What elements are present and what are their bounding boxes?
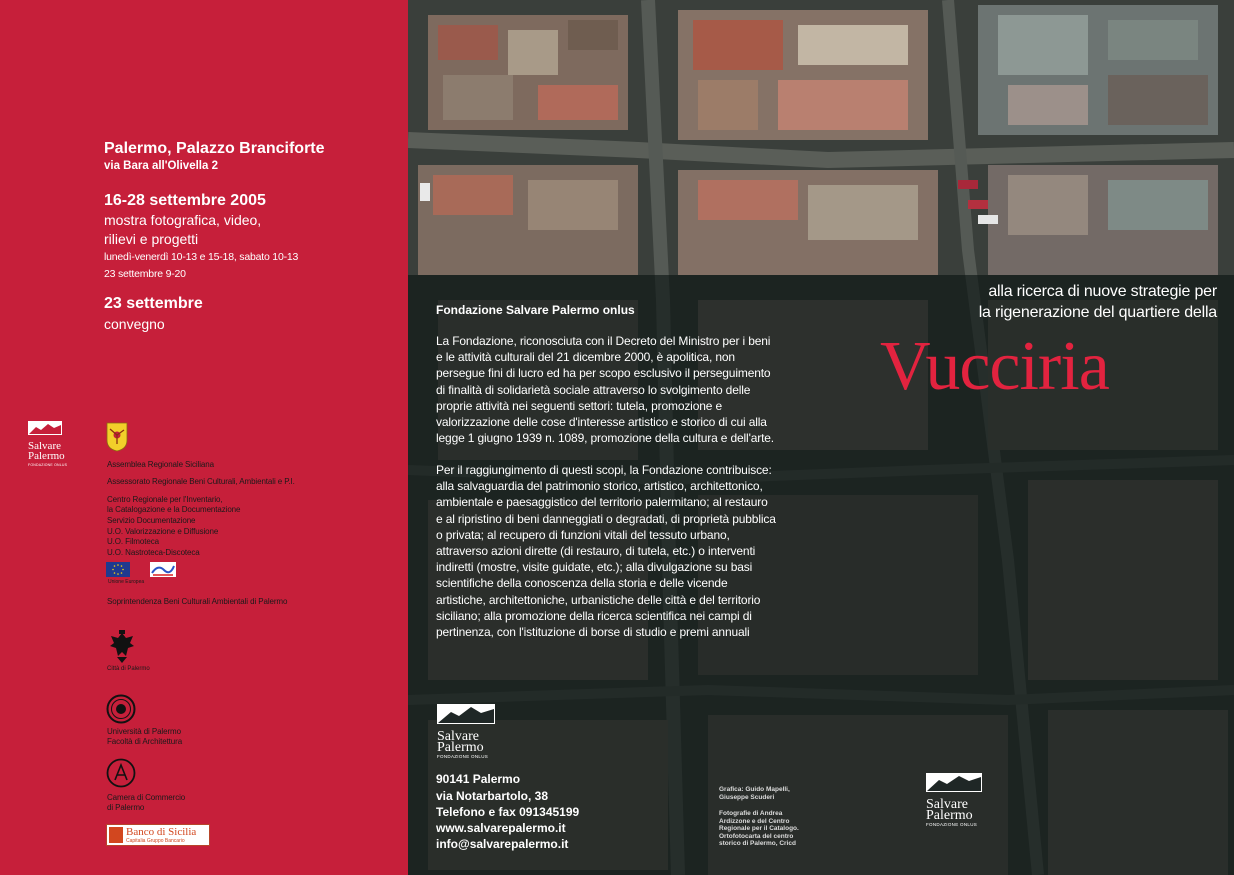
sponsor-soprintendenza: Soprintendenza Beni Culturali Ambientali di Palermo: [107, 597, 288, 606]
contact-website-link[interactable]: www.salvarepalermo.it: [436, 821, 566, 835]
university-seal-icon: [106, 694, 136, 724]
mountain-icon: [28, 421, 62, 435]
salvare-palermo-logo: Salvare Palermo FONDAZIONE ONLUS: [437, 704, 507, 759]
sponsor-centro-line: la Catalogazione e la Documentazione: [107, 505, 241, 514]
conference-label: convegno: [104, 316, 165, 332]
contact-street: via Notarbartolo, 38: [436, 789, 549, 803]
banco-sicilia-logo: Banco di Sicilia Capitalia Gruppo Bancario: [106, 824, 210, 846]
event-dates: 16-28 settembre 2005: [104, 192, 266, 209]
eu-flag-icon: [106, 562, 130, 577]
sponsor-assessorato: Assessorato Regionale Beni Culturali, Ambientali e P.I.: [107, 477, 295, 486]
sicily-region-emblem: [106, 422, 128, 457]
sponsor-centro-line: Centro Regionale per l'Inventario,: [107, 495, 223, 504]
event-hours-special: 23 settembre 9-20: [104, 268, 186, 280]
tagline-line-2: la rigenerazione del quartiere della: [978, 304, 1217, 321]
event-venue: Palermo, Palazzo Branciforte: [104, 140, 325, 157]
mountain-icon: [437, 704, 495, 724]
foundation-paragraph-1: La Fondazione, riconosciuta con il Decreto del Ministro per i beni e le attività culturali del 21 dicembre 2000, è apolitica, non persegue fini di lucro ed ha per scopo esclusivo il perseguimento di finalità di solidarietà sociale attraverso lo svolgimento delle proprie attività nei seguenti settori: tutela, promozione e valorizzazione delle cose d'interesse artistico e storico di cui alla legge 1 giugno 1939 n. 1089, promozione della cultura e dell'arte.: [436, 334, 774, 446]
event-description-line: rilievi e progetti: [104, 231, 199, 247]
chamber-of-commerce-icon: [106, 758, 136, 788]
tagline-line-1: alla ricerca di nuove strategie per: [988, 283, 1217, 300]
contact-email-link[interactable]: info@salvarepalermo.it: [436, 837, 569, 851]
sponsor-camera-line: Camera di Commercio: [107, 793, 186, 802]
contact-city: 90141 Palermo: [436, 772, 521, 786]
citta-palermo-emblem: [108, 630, 136, 669]
salvare-palermo-logo: Salvare Palermo FONDAZIONE ONLUS: [926, 773, 996, 827]
contact-phone: Telefono e fax 091345199: [436, 805, 580, 819]
banco-mark-icon: [109, 827, 123, 843]
sponsor-universita-line: Università di Palermo: [107, 727, 181, 736]
camera-commercio-emblem: [106, 758, 136, 793]
credits-graphic: Grafica: Guido Mapelli, Giuseppe Scuderi: [719, 786, 790, 801]
foundation-paragraph-2: Per il raggiungimento di questi scopi, la Fondazione contribuisce: alla salvaguardia del patrimonio storico, artistico, architettonico, ambientale e paesaggistico del territorio palermitano; al restauro e al ripristino di beni danneggiati o degradati, di proprietà pubblica o privata; al recupero di funzioni vitali del tessuto urbano, attraverso azioni dirette (di restauro, di tutela, etc.) o interventi indiretti (mostre, visite guidate, etc.); alla divulgazione su basi scientifiche della conoscenza della storia e delle vicende artistiche, architettoniche, urbanistiche delle città e del territorio siciliano; alla promozione della ricerca scientifica nei campi di pertinenza, con l'istituzione di borse di studio e premi annuali: [436, 463, 776, 640]
event-address: via Bara all'Olivella 2: [104, 160, 218, 172]
sponsor-centro-line: U.O. Filmoteca: [107, 537, 159, 546]
eagle-crest-icon: [108, 630, 136, 664]
cover-title: Vucciria: [880, 328, 1109, 405]
credits-photo: Fotografie di Andrea Ardizzone e del Centro Regionale per il Catalogo. Ortofotocarta del centro storico di Palermo, Cricd: [719, 810, 799, 847]
sponsor-camera-line: di Palermo: [107, 803, 145, 812]
sponsor-centro-line: U.O. Nastroteca-Discoteca: [107, 548, 200, 557]
partner-logo: [150, 562, 176, 582]
foundation-title: Fondazione Salvare Palermo onlus: [436, 303, 635, 317]
sponsor-assemblea: Assemblea Regionale Siciliana: [107, 460, 214, 469]
conference-date: 23 settembre: [104, 295, 203, 312]
trinacria-shield-icon: [106, 422, 128, 452]
event-description-line: mostra fotografica, video,: [104, 212, 262, 228]
mountain-icon: [926, 773, 982, 792]
partner-mark-icon: [150, 562, 176, 577]
sponsor-universita-line: Facoltà di Architettura: [107, 737, 183, 746]
event-hours: lunedì-venerdì 10-13 e 15-18, sabato 10-13: [104, 251, 299, 263]
sponsor-citta: Città di Palermo: [107, 666, 150, 672]
salvare-palermo-logo: Salvare Palermo FONDAZIONE ONLUS: [28, 421, 68, 467]
eu-label: Unione Europea: [108, 579, 145, 585]
university-emblem: [106, 694, 136, 729]
sponsor-centro-line: U.O. Valorizzazione e Diffusione: [107, 527, 219, 536]
sponsor-centro-line: Servizio Documentazione: [107, 516, 196, 525]
